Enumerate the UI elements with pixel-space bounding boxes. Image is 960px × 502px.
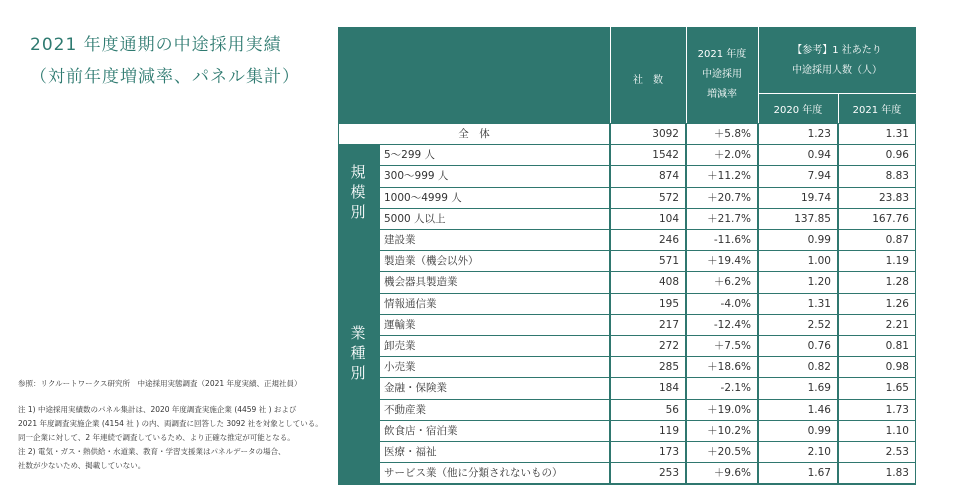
cell-2021: 1.73 — [839, 400, 915, 420]
cell-rate: ＋9.6% — [687, 463, 757, 483]
cell-rate: ＋7.5% — [687, 336, 757, 356]
cell-2020: 0.76 — [759, 336, 837, 356]
footnotes — [18, 403, 323, 473]
cell-rate: -4.0% — [687, 294, 757, 314]
cell-2020: 137.85 — [759, 209, 837, 229]
cell-2021: 1.65 — [839, 378, 915, 398]
row-label: 建設業 — [380, 230, 609, 250]
group-label-char: 規 — [350, 163, 366, 181]
cell-rate: ＋21.7% — [687, 209, 757, 229]
cell-rate: ＋20.7% — [687, 188, 757, 208]
row-label: 飲食店・宿泊業 — [380, 421, 609, 441]
cell-rate: -12.4% — [687, 315, 757, 335]
group-label-char: 別 — [350, 364, 366, 382]
cell-2021: 8.83 — [839, 166, 915, 186]
cell-companies: 408 — [611, 272, 685, 292]
cell-rate: ＋11.2% — [687, 166, 757, 186]
group-label-char: 模 — [350, 183, 366, 201]
row-label: 1000〜4999 人 — [380, 188, 609, 208]
cell-2020: 1.23 — [759, 124, 837, 144]
cell-rate: ＋19.0% — [687, 400, 757, 420]
row-label: 小売業 — [380, 357, 609, 377]
cell-2021: 0.87 — [839, 230, 915, 250]
header-companies: 社 数 — [633, 75, 663, 86]
cell-2020: 2.52 — [759, 315, 837, 335]
cell-rate: ＋2.0% — [687, 145, 757, 165]
row-label: 機会器具製造業 — [380, 272, 609, 292]
cell-rate: ＋18.6% — [687, 357, 757, 377]
reference-note: 参照：リクルートワークス研究所 中途採用実態調査（2021 年度実績、正規社員） — [18, 379, 302, 388]
page-title: 2021 年度通期の中途採用実績 — [30, 35, 282, 55]
cell-companies: 253 — [611, 463, 685, 483]
cell-2020: 1.69 — [759, 378, 837, 398]
row-label: 5000 人以上 — [380, 209, 609, 229]
row-label: 情報通信業 — [380, 294, 609, 314]
row-label: 全 体 — [339, 124, 609, 144]
footnote-line: 同一企業に対して、2 年連続で調査しているため、より正確な推定が可能となる。 — [18, 433, 295, 442]
cell-rate: ＋20.5% — [687, 442, 757, 462]
row-label: 運輸業 — [380, 315, 609, 335]
cell-companies: 119 — [611, 421, 685, 441]
cell-2020: 1.46 — [759, 400, 837, 420]
cell-2020: 1.67 — [759, 463, 837, 483]
cell-2020: 0.94 — [759, 145, 837, 165]
footnote-line: 2021 年度調査実施企業 (4154 社 ) の内、両調査に回答した 3092 社を対象としている。 — [18, 419, 323, 428]
cell-companies: 272 — [611, 336, 685, 356]
cell-2021: 0.98 — [839, 357, 915, 377]
cell-rate: ＋6.2% — [687, 272, 757, 292]
cell-companies: 217 — [611, 315, 685, 335]
cell-2020: 1.20 — [759, 272, 837, 292]
group-label-char: 種 — [350, 344, 366, 362]
cell-companies: 195 — [611, 294, 685, 314]
header-reference-line: 中途採用人数（人） — [792, 65, 882, 76]
group-label-size — [338, 162, 378, 222]
cell-2020: 2.10 — [759, 442, 837, 462]
cell-companies: 572 — [611, 188, 685, 208]
cell-companies: 104 — [611, 209, 685, 229]
row-label: 製造業（機会以外） — [380, 251, 609, 271]
header-reference — [758, 41, 916, 81]
cell-2020: 0.99 — [759, 230, 837, 250]
cell-2021: 167.76 — [839, 209, 915, 229]
footnote-line: 注 2) 電気・ガス・熱供給・水道業、教育・学習支援業はパネルデータの場合、 — [18, 447, 286, 456]
header-rate — [686, 45, 758, 105]
cell-companies: 56 — [611, 400, 685, 420]
footnote-line: 社数が少ないため、掲載していない。 — [18, 461, 146, 470]
group-label-char: 業 — [350, 324, 366, 342]
cell-2021: 0.96 — [839, 145, 915, 165]
cell-2021: 1.28 — [839, 272, 915, 292]
header-rate-line: 増減率 — [707, 89, 737, 100]
cell-rate: ＋10.2% — [687, 421, 757, 441]
cell-2021: 1.19 — [839, 251, 915, 271]
header-rate-line: 2021 年度 — [697, 49, 747, 60]
cell-companies: 246 — [611, 230, 685, 250]
row-label: 300〜999 人 — [380, 166, 609, 186]
cell-2020: 7.94 — [759, 166, 837, 186]
cell-2021: 2.53 — [839, 442, 915, 462]
group-label-industry — [338, 323, 378, 383]
cell-rate: ＋5.8% — [687, 124, 757, 144]
header-2020: 2020 年度 — [773, 105, 823, 116]
row-label: 金融・保険業 — [380, 378, 609, 398]
cell-rate: -11.6% — [687, 230, 757, 250]
row-label: 不動産業 — [380, 400, 609, 420]
row-label: 卸売業 — [380, 336, 609, 356]
cell-2021: 1.83 — [839, 463, 915, 483]
cell-companies: 571 — [611, 251, 685, 271]
cell-2021: 1.31 — [839, 124, 915, 144]
data-table — [338, 27, 916, 485]
header-rate-line: 中途採用 — [702, 69, 742, 80]
row-label: 医療・福祉 — [380, 442, 609, 462]
cell-companies: 285 — [611, 357, 685, 377]
cell-2021: 0.81 — [839, 336, 915, 356]
cell-2021: 2.21 — [839, 315, 915, 335]
cell-2020: 19.74 — [759, 188, 837, 208]
cell-companies: 173 — [611, 442, 685, 462]
cell-companies: 3092 — [611, 124, 685, 144]
cell-2020: 0.99 — [759, 421, 837, 441]
row-label: 5〜299 人 — [380, 145, 609, 165]
group-label-char: 別 — [350, 203, 366, 221]
cell-companies: 874 — [611, 166, 685, 186]
cell-rate: ＋19.4% — [687, 251, 757, 271]
cell-companies: 1542 — [611, 145, 685, 165]
header-reference-line: 【参考】1 社あたり — [792, 45, 882, 56]
cell-2020: 1.00 — [759, 251, 837, 271]
cell-2020: 0.82 — [759, 357, 837, 377]
cell-2021: 1.26 — [839, 294, 915, 314]
cell-2020: 1.31 — [759, 294, 837, 314]
cell-companies: 184 — [611, 378, 685, 398]
header-2021: 2021 年度 — [852, 105, 902, 116]
footnote-line: 注 1) 中途採用実績数のパネル集計は、2020 年度調査実施企業 (4459 社 ) および — [18, 405, 297, 414]
page-subtitle: （対前年度増減率、パネル集計） — [30, 67, 300, 87]
row-label: サービス業（他に分類されないもの） — [380, 463, 609, 483]
cell-2021: 1.10 — [839, 421, 915, 441]
cell-rate: -2.1% — [687, 378, 757, 398]
cell-2021: 23.83 — [839, 188, 915, 208]
